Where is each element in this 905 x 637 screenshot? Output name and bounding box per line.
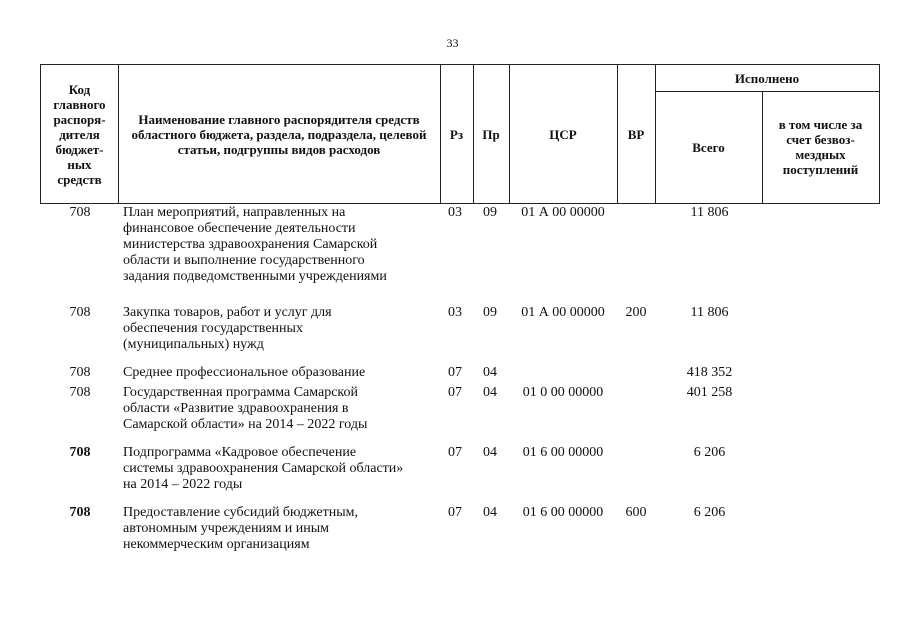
header-gratuitous: в том числе за счет безвоз-мездных поступлений [778, 117, 863, 177]
row-name [123, 445, 438, 493]
row-rz: 03 [448, 305, 462, 320]
row-name-line: Подпрограмма «Кадровое обеспечение [123, 445, 357, 460]
row-pr: 04 [483, 365, 497, 380]
row-name-line: автономным учреждениям и иным [123, 521, 330, 536]
row-total: 401 258 [686, 385, 733, 400]
row-name-line: министерства здравоохранения Самарской [123, 237, 378, 252]
header-rz: Рз [449, 126, 464, 142]
header-pr: Пр [482, 126, 500, 142]
row-rz: 07 [448, 445, 462, 460]
row-total: 11 806 [690, 205, 729, 220]
row-name-line: области «Развитие здравоохранения в [123, 401, 349, 416]
row-csr: 01 6 00 00000 [522, 445, 604, 460]
row-pr: 04 [483, 445, 497, 460]
row-total: 6 206 [693, 505, 726, 520]
row-csr: 01 0 00 00000 [522, 385, 604, 400]
row-pr: 09 [483, 305, 497, 320]
header-total: Всего [692, 139, 725, 155]
row-name-line: на 2014 – 2022 годы [123, 477, 243, 492]
row-vr: 600 [625, 505, 647, 520]
header-name: Наименование главного распорядителя средств областного бюджета, раздела, подраздела, целевой статьи, подгруппы видов расходов [131, 111, 427, 157]
header-executed: Исполнено [734, 70, 800, 86]
row-pr: 09 [483, 205, 497, 220]
row-csr: 01 А 00 00000 [521, 305, 605, 320]
row-name [123, 365, 438, 381]
row-name [123, 505, 438, 553]
header-csr: ЦСР [549, 126, 577, 142]
page-number: 33 [446, 36, 459, 50]
table-header [40, 64, 880, 204]
row-name-line: Закупка товаров, работ и услуг для [123, 305, 332, 320]
row-rz: 07 [448, 365, 462, 380]
row-pr: 04 [483, 385, 497, 400]
row-rz: 07 [448, 505, 462, 520]
row-code: 708 [69, 445, 91, 460]
row-pr: 04 [483, 505, 497, 520]
row-name [123, 305, 438, 353]
row-name-line: Среднее профессиональное образование [123, 365, 366, 380]
row-rz: 03 [448, 205, 462, 220]
row-name-line: задания подведомственными учреждениями [123, 269, 387, 284]
row-name-line: обеспечения государственных [123, 321, 303, 336]
row-name-line: финансовое обеспечение деятельности [123, 221, 356, 236]
row-name [123, 205, 438, 285]
row-code: 708 [69, 505, 91, 520]
row-name-line: некоммерческим организациям [123, 537, 310, 552]
row-csr: 01 6 00 00000 [522, 505, 604, 520]
header-vr: ВР [627, 126, 645, 142]
row-code: 708 [69, 305, 91, 320]
row-total: 418 352 [686, 365, 733, 380]
row-name-line: План мероприятий, направленных на [123, 205, 346, 220]
header-code: Код главного распоря-дителя бюджет-ных средств [53, 81, 106, 187]
row-total: 6 206 [693, 445, 726, 460]
row-code: 708 [69, 385, 91, 400]
row-code: 708 [69, 205, 91, 220]
row-csr: 01 А 00 00000 [521, 205, 605, 220]
row-name-line: системы здравоохранения Самарской области» [123, 461, 404, 476]
row-name-line: Государственная программа Самарской [123, 385, 359, 400]
row-name [123, 385, 438, 433]
row-name-line: (муниципальных) нужд [123, 337, 264, 352]
row-name-line: Предоставление субсидий бюджетным, [123, 505, 359, 520]
row-name-line: области и выполнение государственного [123, 253, 365, 268]
row-code: 708 [69, 365, 91, 380]
row-vr: 200 [625, 305, 647, 320]
row-name-line: Самарской области» на 2014 – 2022 годы [123, 417, 368, 432]
row-rz: 07 [448, 385, 462, 400]
row-total: 11 806 [690, 305, 729, 320]
